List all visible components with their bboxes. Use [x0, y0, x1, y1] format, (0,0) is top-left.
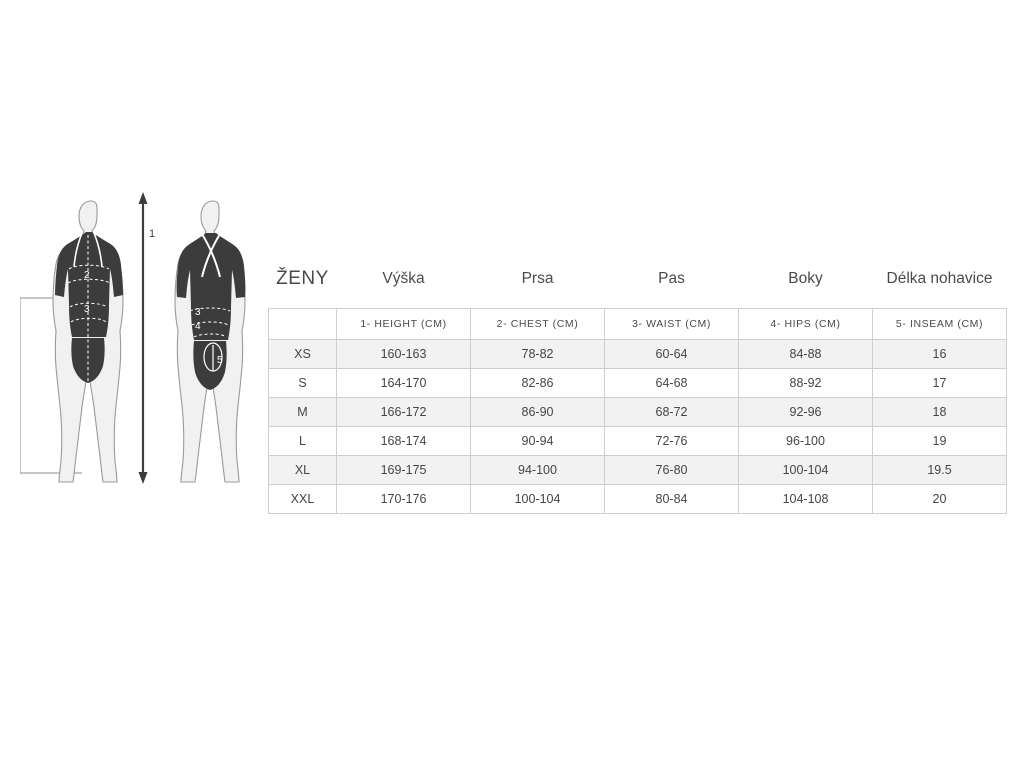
- callout-3-back: 3: [195, 307, 201, 318]
- cell-chest: 86-90: [471, 398, 605, 427]
- callout-2: 2: [84, 270, 90, 281]
- subheader-inseam: 5- INSEAM (CM): [873, 309, 1007, 340]
- cell-height: 166-172: [337, 398, 471, 427]
- cell-inseam: 19.5: [873, 456, 1007, 485]
- size-label: XS: [269, 340, 337, 369]
- callout-3-front: 3: [84, 304, 90, 315]
- group-header-inseam: Délka nohavice: [886, 270, 993, 287]
- table-row: [269, 427, 1007, 456]
- callout-4: 4: [195, 321, 201, 332]
- table-row: [269, 369, 1007, 398]
- cell-height: 168-174: [337, 427, 471, 456]
- subheader-corner: [269, 309, 337, 340]
- cell-inseam: 16: [873, 340, 1007, 369]
- cell-hips: 84-88: [739, 340, 873, 369]
- cell-waist: 72-76: [605, 427, 739, 456]
- subheader-waist: 3- WAIST (CM): [605, 309, 739, 340]
- cell-chest: 100-104: [471, 485, 605, 514]
- cell-chest: 82-86: [471, 369, 605, 398]
- table-row: [269, 485, 1007, 514]
- cell-inseam: 20: [873, 485, 1007, 514]
- size-label: M: [269, 398, 337, 427]
- back-figure: [175, 201, 245, 482]
- group-header-height: Výška: [382, 270, 425, 287]
- subheader-hips: 4- HIPS (CM): [739, 309, 873, 340]
- table-row: [269, 398, 1007, 427]
- table-row: [269, 456, 1007, 485]
- table-row: [269, 340, 1007, 369]
- cell-height: 169-175: [337, 456, 471, 485]
- cell-chest: 90-94: [471, 427, 605, 456]
- cell-waist: 64-68: [605, 369, 739, 398]
- size-label: XXL: [269, 485, 337, 514]
- page-title: ŽENY: [276, 268, 329, 289]
- cell-hips: 88-92: [739, 369, 873, 398]
- cell-waist: 68-72: [605, 398, 739, 427]
- cell-chest: 94-100: [471, 456, 605, 485]
- group-header-waist: Pas: [658, 270, 685, 287]
- cell-hips: 96-100: [739, 427, 873, 456]
- size-chart: [268, 262, 1006, 514]
- cell-waist: 76-80: [605, 456, 739, 485]
- height-arrow: [139, 192, 148, 484]
- cell-waist: 80-84: [605, 485, 739, 514]
- callout-1: 1: [149, 228, 156, 240]
- subheader-height: 1- HEIGHT (CM): [337, 309, 471, 340]
- cell-inseam: 18: [873, 398, 1007, 427]
- body-measurement-figures: [20, 185, 265, 490]
- callout-5: 5: [217, 355, 223, 366]
- cell-chest: 78-82: [471, 340, 605, 369]
- subheader-chest: 2- CHEST (CM): [471, 309, 605, 340]
- table-title-row: [269, 262, 1007, 309]
- cell-inseam: 17: [873, 369, 1007, 398]
- table-subheader-row: [269, 309, 1007, 340]
- cell-hips: 100-104: [739, 456, 873, 485]
- cell-height: 160-163: [337, 340, 471, 369]
- cell-height: 170-176: [337, 485, 471, 514]
- cell-waist: 60-64: [605, 340, 739, 369]
- cell-inseam: 19: [873, 427, 1007, 456]
- cell-hips: 92-96: [739, 398, 873, 427]
- size-table: [268, 262, 1007, 514]
- size-label: XL: [269, 456, 337, 485]
- size-label: L: [269, 427, 337, 456]
- cell-hips: 104-108: [739, 485, 873, 514]
- group-header-hips: Boky: [788, 270, 823, 287]
- front-figure: [53, 201, 123, 482]
- cell-height: 164-170: [337, 369, 471, 398]
- size-label: S: [269, 369, 337, 398]
- figures-svg: [20, 185, 265, 490]
- group-header-chest: Prsa: [521, 270, 554, 287]
